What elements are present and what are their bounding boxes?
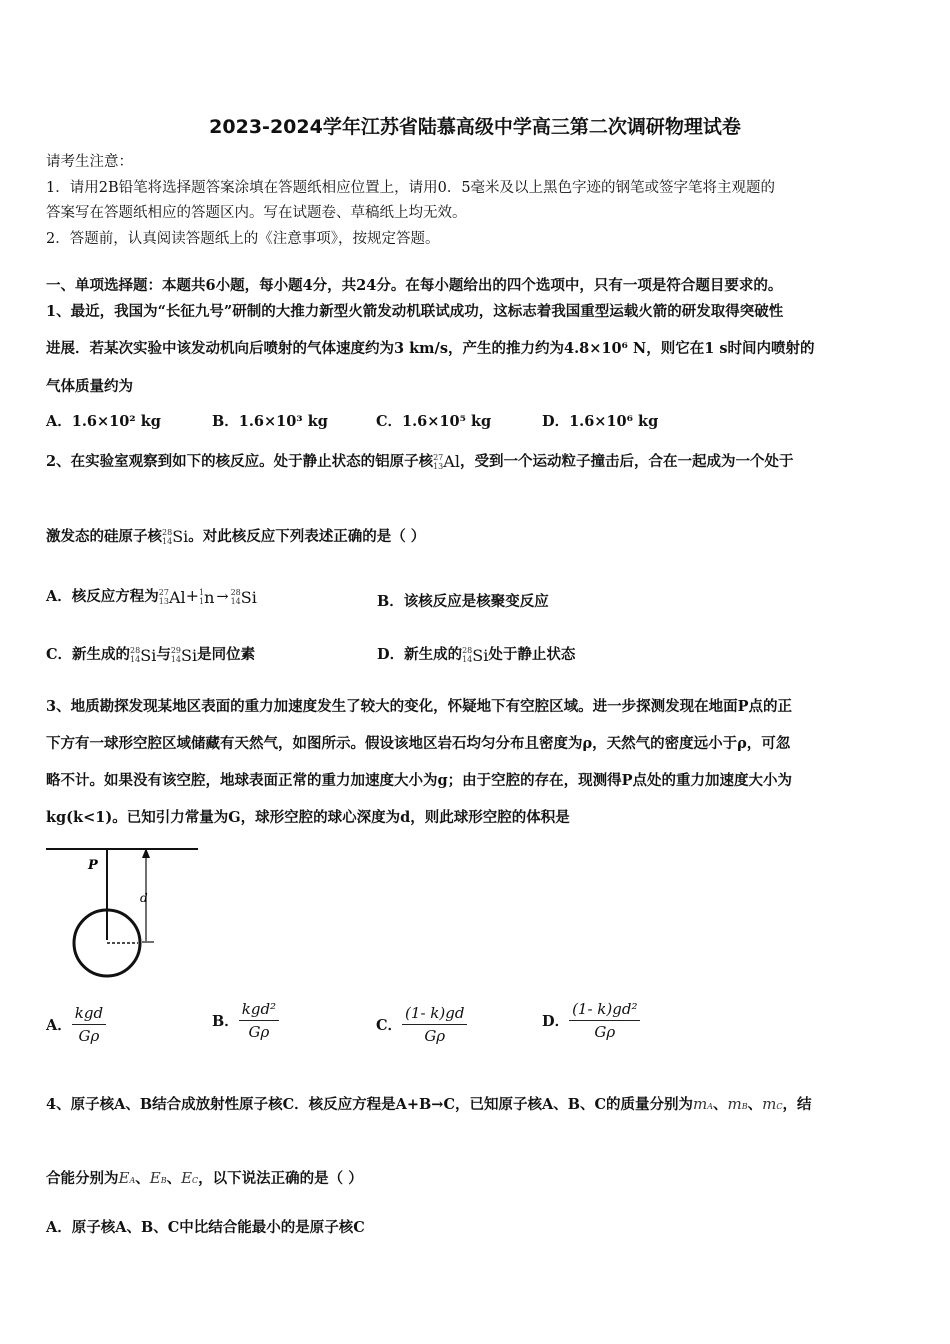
q3-option-b: B． $\frac{\text{kgd²}}{G\rho}$ — [212, 1000, 279, 1041]
q3-line-3: 略不计。如果没有该空腔，地球表面正常的重力加速度大小为g；由于空腔的存在，现测得P点处的重力加速度大小为 — [46, 772, 793, 789]
notice-item-1b: 答案写在答题纸相应的答题区内。写在试题卷、草稿纸上均无效。 — [46, 205, 467, 221]
notice-item-2: 2．答题前，认真阅读答题纸上的《注意事项》，按规定答题。 — [46, 231, 440, 247]
energy-b: EB — [149, 1169, 167, 1187]
q1-line-2: 进展．若某次实验中该发动机向后喷射的气体速度约为3 km/s，产生的推力约为4.8×10⁶ N，则它在1 s时间内喷射的 — [46, 340, 815, 357]
mass-a: mA — [693, 1095, 714, 1113]
q1-option-b: B．1.6×10³ kg — [212, 413, 328, 430]
q1-option-a: A．1.6×10² kg — [46, 413, 161, 430]
q1-option-d: D．1.6×10⁶ kg — [542, 413, 659, 430]
isotope-neutron: 1 1 n — [199, 587, 215, 607]
cavity-figure — [46, 842, 206, 982]
q2-option-b: B．该核反应是核聚变反应 — [377, 593, 549, 610]
fraction-d: $\frac{\text{(1- k)gd²}}{G\rho}$ — [569, 1000, 640, 1041]
fraction-b: $\frac{\text{kgd²}}{G\rho}$ — [239, 1000, 279, 1041]
q4-line-1: 4、原子核A、B结合成放射性原子核C．核反应方程是A+B→C，已知原子核A、B、C的质量分别为mA、mB、mC，结 — [46, 1095, 812, 1113]
arrow-icon: → — [216, 589, 229, 605]
fraction-a: $\frac{\text{kgd}}{G\rho}$ — [72, 1004, 106, 1045]
fraction-c: $\frac{(1- k)gd}{G\rho}$ — [402, 1004, 467, 1045]
q3-option-c: C． $\frac{(1- k)gd}{G\rho}$ — [376, 1004, 467, 1045]
isotope-si28: 28 14 Si — [162, 527, 189, 546]
isotope-al27: 27 13 Al — [433, 452, 460, 471]
q2-option-c: C．新生成的 28 14 Si与 29 14 Si是同位素 — [46, 645, 256, 665]
label-p: P — [88, 858, 98, 873]
notice-item-1a: 1．请用2B铅笔将选择题答案涂填在答题纸相应位置上，请用0．5毫米及以上黑色字迹的钢笔或签字笔将主观题的 — [46, 180, 776, 196]
q2-line-1: 2、在实验室观察到如下的核反应。处于静止状态的铝原子核 27 13 Al，受到一个运动粒子撞击后，合在一起成为一个处于 — [46, 452, 794, 471]
q1-option-c: C．1.6×10⁵ kg — [376, 413, 492, 430]
energy-c: EC — [181, 1169, 199, 1187]
energy-a: EA — [118, 1169, 136, 1187]
isotope-si28-d: 28 14 Si — [462, 645, 489, 665]
q3-line-1: 3、地质勘探发现某地区表面的重力加速度发生了较大的变化，怀疑地下有空腔区域。进一步探测发现在地面P点的正 — [46, 698, 792, 715]
mass-b: mB — [727, 1095, 748, 1113]
q4-option-a: A．原子核A、B、C中比结合能最小的是原子核C — [46, 1219, 365, 1236]
mass-c: mC — [762, 1095, 783, 1113]
q1-line-3: 气体质量约为 — [46, 378, 133, 395]
isotope-si28-c: 28 14 Si — [130, 645, 157, 665]
isotope-si28-eq: 28 14 Si — [230, 587, 257, 607]
q4-line-2: 合能分别为EA、EB、EC，以下说法正确的是（ ） — [46, 1169, 363, 1187]
label-d: d — [140, 891, 148, 905]
section-heading: 一、单项选择题：本题共6小题，每小题4分，共24分。在每小题给出的四个选项中，只有一项是符合题目要求的。 — [46, 277, 783, 294]
q3-line-2: 下方有一球形空腔区域储藏有天然气，如图所示。假设该地区岩石均匀分布且密度为ρ，天然气的密度远小于ρ，可忽 — [46, 735, 791, 752]
q3-option-a: A． $\frac{\text{kgd}}{G\rho}$ — [46, 1004, 106, 1045]
q1-line-1: 1、最近，我国为“长征九号”研制的大推力新型火箭发动机联试成功，这标志着我国重型运载火箭的研发取得突破性 — [46, 303, 784, 320]
q2-option-a: A．核反应方程为 27 13 Al+ 1 1 n → 28 14 Si — [46, 586, 257, 607]
q3-line-4: kg(k<1)。已知引力常量为G，球形空腔的球心深度为d，则此球形空腔的体积是 — [46, 809, 570, 826]
page-title: 2023-2024学年江苏省陆慕高级中学高三第二次调研物理试卷 — [209, 116, 741, 138]
isotope-al27-eq: 27 13 Al — [158, 587, 186, 607]
q2-line-2: 激发态的硅原子核 28 14 Si。对此核反应下列表述正确的是（ ） — [46, 527, 426, 546]
isotope-si29: 29 14 Si — [170, 645, 198, 665]
notice-heading: 请考生注意： — [46, 154, 133, 170]
q2-option-d: D．新生成的 28 14 Si处于静止状态 — [377, 645, 576, 665]
q3-option-d: D． $\frac{\text{(1- k)gd²}}{G\rho}$ — [542, 1000, 640, 1041]
